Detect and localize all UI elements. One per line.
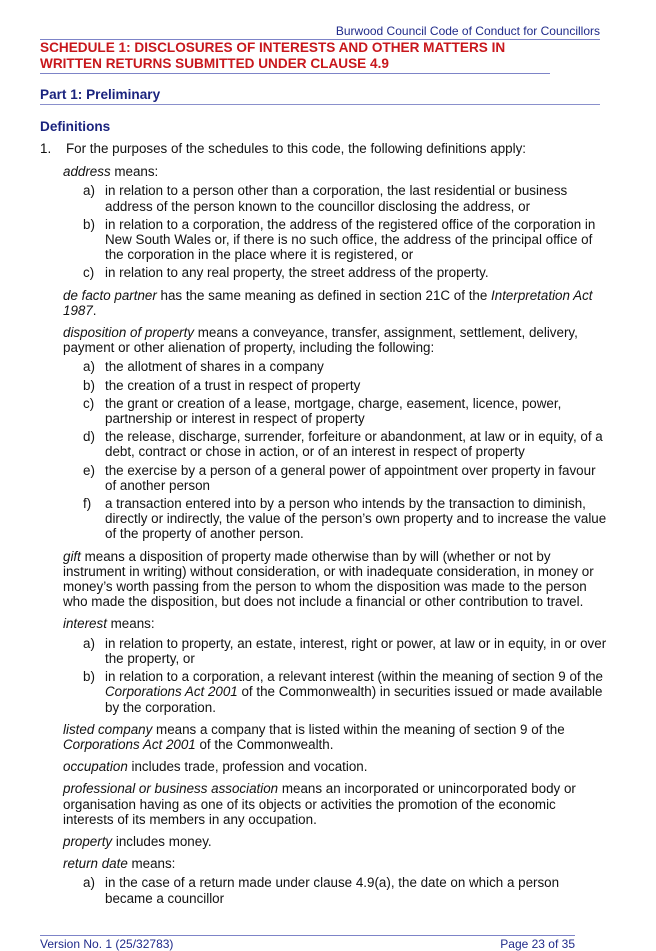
item-text: in the case of a return made under clause 4.9(a), the date on which a person became a councillor bbox=[105, 875, 560, 906]
item-text: in relation to a person other than a corporation, the last residential or business address of the person known to the councillor disclosing the address, or bbox=[105, 183, 568, 214]
term: de facto partner bbox=[63, 287, 157, 303]
disposition-sublist bbox=[83, 359, 610, 541]
item-text: the exercise by a person of a general power of appointment over property in favour of another person bbox=[105, 462, 596, 493]
definition-text: means an incorporated or unincorporated body or organisation having as one of its objects or activities the promotion of the economic interests of its members in any occupation. bbox=[63, 781, 576, 827]
item-label: a) bbox=[83, 875, 95, 891]
definition-property bbox=[63, 834, 610, 849]
list-item bbox=[83, 496, 610, 542]
paragraph-number: 1. bbox=[40, 141, 52, 156]
item-label: b) bbox=[83, 669, 95, 685]
document-body bbox=[40, 141, 610, 913]
item-text: the release, discharge, surrender, forfeiture or abandonment, at law or in equity, of a debt, contract or chose in action, or of an interest in respect of property bbox=[105, 429, 603, 460]
item-text: the creation of a trust in respect of property bbox=[105, 377, 361, 393]
item-label: e) bbox=[83, 462, 95, 478]
item-label: a) bbox=[83, 359, 95, 375]
definition-listed-company bbox=[63, 722, 610, 752]
list-item bbox=[83, 183, 610, 213]
definition-return-date bbox=[63, 856, 610, 871]
definition-interest bbox=[63, 616, 610, 631]
definition-text: includes trade, profession and vocation. bbox=[127, 759, 368, 775]
item-label: f) bbox=[83, 496, 92, 512]
address-sublist bbox=[83, 183, 610, 280]
term: disposition of property bbox=[63, 325, 195, 341]
definition-end: of the Commonwealth. bbox=[195, 736, 334, 752]
definition-text: means: bbox=[127, 856, 176, 872]
intro-paragraph bbox=[40, 141, 610, 156]
list-item bbox=[83, 396, 610, 426]
item-text-end: of the Commonwealth) in securities issued or made available by the corporation. bbox=[105, 684, 603, 715]
definition-text: includes money. bbox=[112, 833, 212, 849]
definition-de-facto-partner bbox=[63, 288, 610, 318]
definition-professional-association bbox=[63, 781, 610, 827]
item-text: in relation to any real property, the street address of the property. bbox=[105, 265, 489, 281]
intro-text: For the purposes of the schedules to this code, the following definitions apply: bbox=[66, 141, 527, 156]
act-title: Corporations Act 2001 bbox=[63, 736, 196, 752]
interest-sublist bbox=[83, 636, 610, 715]
definition-address bbox=[63, 164, 610, 179]
item-text: in relation to a corporation, the address of the registered office of the corporation in New South Wales or, if there is no such office, the address of the principal office of the corporation in the place where it is registered, or bbox=[105, 216, 596, 263]
definition-text: has the same meaning as defined in section 21C of the bbox=[156, 287, 492, 303]
term: occupation bbox=[63, 759, 128, 775]
item-text: in relation to property, an estate, interest, right or power, at law or in equity, in or over the property, or bbox=[105, 635, 607, 666]
item-label: a) bbox=[83, 183, 95, 199]
definition-text: means a company that is listed within the meaning of section 9 of the bbox=[152, 721, 565, 737]
term: return date bbox=[63, 856, 128, 872]
page-number: Page 23 of 35 bbox=[500, 937, 575, 951]
item-label: d) bbox=[83, 429, 95, 445]
term: interest bbox=[63, 616, 107, 632]
version-number: Version No. 1 (25/32783) bbox=[40, 937, 174, 951]
term: property bbox=[63, 833, 113, 849]
list-item bbox=[83, 669, 610, 715]
item-text bbox=[105, 669, 610, 715]
item-text: a transaction entered into by a person who intends by the transaction to diminish, directly or indirectly, the value of the person’s own property and to increase the value of the property of another person. bbox=[105, 496, 607, 542]
definition-text: means a conveyance, transfer, assignment, settlement, delivery, payment or other alienation of property, including the following: bbox=[63, 325, 578, 356]
item-label: c) bbox=[83, 395, 95, 411]
term: professional or business association bbox=[63, 781, 279, 797]
item-text-start: in relation to a corporation, a relevant interest (within the meaning of section 9 of the bbox=[105, 669, 603, 685]
item-text: the allotment of shares in a company bbox=[105, 359, 324, 375]
act-title: Interpretation Act 1987 bbox=[63, 287, 593, 318]
definition-text: means: bbox=[110, 164, 159, 180]
item-text: the grant or creation of a lease, mortgage, charge, easement, licence, power, partnership or interest in respect of property bbox=[105, 395, 562, 427]
list-item bbox=[83, 359, 610, 374]
part-heading: Part 1: Preliminary bbox=[40, 87, 600, 105]
list-item bbox=[83, 875, 610, 905]
item-label: b) bbox=[83, 216, 95, 232]
list-item bbox=[83, 378, 610, 393]
list-item bbox=[83, 429, 610, 459]
schedule-title: SCHEDULE 1: DISCLOSURES OF INTERESTS AND OTHER MATTERS IN WRITTEN RETURNS SUBMITTED UNDER CLAUSE 4.9 bbox=[40, 40, 550, 74]
item-label: b) bbox=[83, 377, 95, 393]
running-header: Burwood Council Code of Conduct for Councillors bbox=[40, 24, 600, 40]
definition-text: means: bbox=[106, 616, 155, 632]
term: gift bbox=[63, 548, 81, 564]
return-date-sublist bbox=[83, 875, 610, 905]
definition-text: means a disposition of property made otherwise than by will (whether or not by instrument in writing) without consideration, or with inadequate consideration, in money or money’s worth passing from the person to whom the disposition was made to the person who made the disposition, but does not include a financial or other contribution to travel. bbox=[63, 548, 594, 610]
list-item bbox=[83, 636, 610, 666]
section-heading: Definitions bbox=[40, 119, 111, 134]
definition-gift bbox=[63, 549, 610, 610]
term: listed company bbox=[63, 721, 153, 737]
page-footer bbox=[40, 935, 575, 951]
list-item bbox=[83, 265, 610, 280]
definition-end: . bbox=[92, 302, 97, 318]
item-label: c) bbox=[83, 265, 95, 281]
term: address bbox=[63, 164, 111, 180]
list-item bbox=[83, 463, 610, 493]
definition-occupation bbox=[63, 759, 610, 774]
list-item bbox=[83, 217, 610, 263]
definition-disposition-of-property bbox=[63, 325, 610, 355]
act-title: Corporations Act 2001 bbox=[105, 684, 238, 700]
item-label: a) bbox=[83, 635, 95, 651]
